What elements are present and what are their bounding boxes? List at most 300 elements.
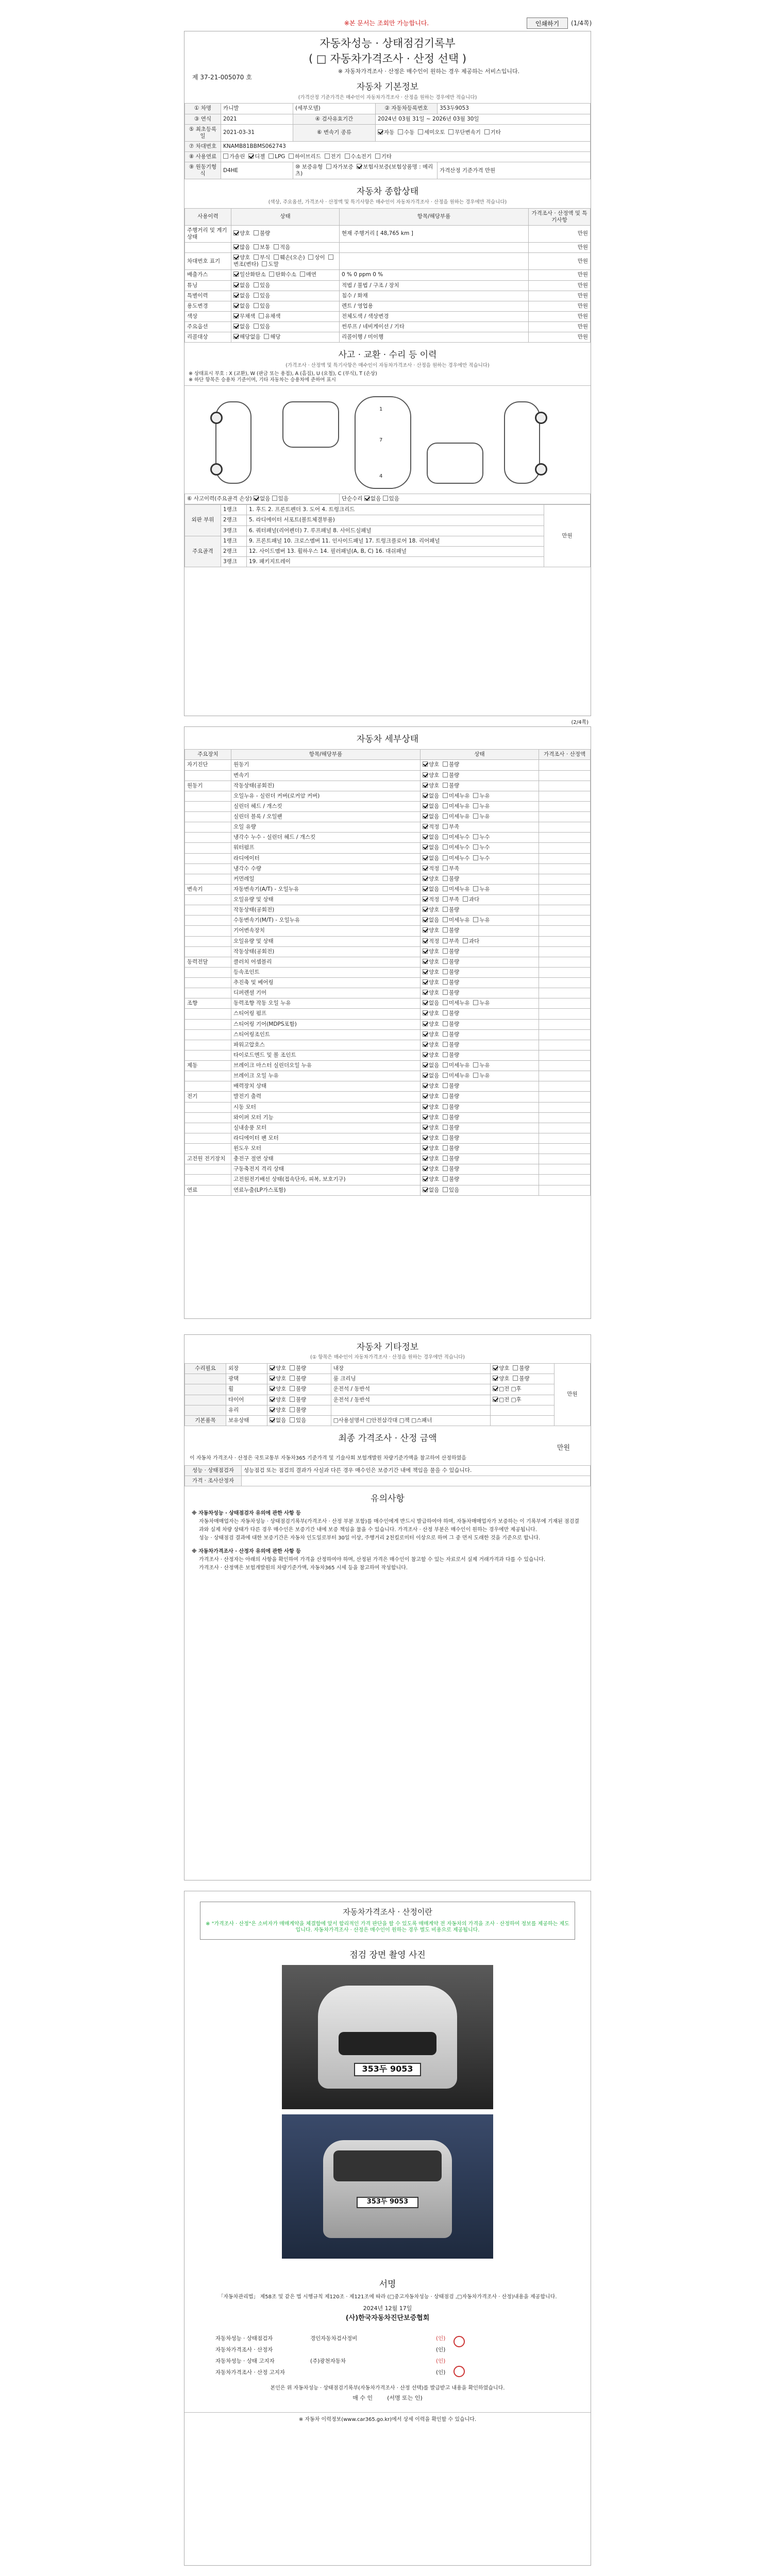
detail-41-opt-0-checkbox[interactable]: [423, 1187, 428, 1192]
detail-row-state: [421, 1019, 539, 1029]
detail-row-item: 기어변속장치: [231, 926, 421, 936]
summary-2-opt-1-checkbox[interactable]: [254, 255, 259, 260]
detail-3-opt-2-checkbox[interactable]: [473, 793, 478, 798]
trans-cvt-checkbox[interactable]: [448, 129, 453, 134]
detail-1-opt-0-checkbox[interactable]: [423, 772, 428, 777]
detail-22-opt-1-checkbox[interactable]: [443, 990, 448, 995]
other-b-2-opt-0-checkbox[interactable]: [493, 1386, 498, 1391]
detail-row-state: [421, 1185, 539, 1195]
final-title: 최종 가격조사 · 산정 금액: [338, 1433, 437, 1444]
detail-row-price: [539, 884, 591, 894]
detail-28-opt-0-checkbox[interactable]: [423, 1052, 428, 1057]
detail-41-opt-1-label: 있음: [448, 1187, 460, 1193]
detail-23-opt-1-checkbox[interactable]: [443, 1000, 448, 1005]
detail-0-opt-1-checkbox[interactable]: [443, 761, 448, 767]
detail-row: [185, 916, 591, 926]
summary-2-opt-5-checkbox[interactable]: [262, 261, 267, 266]
detail-9-opt-1-label: 미세누수: [448, 855, 470, 861]
detail-25-opt-0-checkbox[interactable]: [423, 1021, 428, 1026]
fuel-diesel-checkbox[interactable]: [248, 154, 254, 159]
detail-row: [185, 957, 591, 967]
sign-appraiser-stamp: (인): [436, 2346, 446, 2353]
detail-36-opt-1-checkbox[interactable]: [443, 1135, 448, 1140]
fuel-hybrid-checkbox[interactable]: [289, 154, 294, 159]
other-row-group: [185, 1395, 226, 1405]
other-row-group: 기본품목: [185, 1415, 226, 1426]
detail-row-price: [539, 1092, 591, 1102]
print-button[interactable]: 인쇄하기: [527, 18, 568, 29]
detail-24-opt-0-checkbox[interactable]: [423, 1010, 428, 1015]
detail-row-price: [539, 1154, 591, 1164]
detail-23-opt-2-checkbox[interactable]: [473, 1000, 478, 1005]
accident-yes-label: 있음: [278, 496, 289, 502]
summary-2-opt-4-checkbox[interactable]: [328, 255, 333, 260]
summary-3-opt-1-checkbox[interactable]: [269, 272, 274, 277]
other-a-4-opt-0-label: 양호: [276, 1406, 287, 1413]
other-a-4-opt-1-checkbox[interactable]: [290, 1407, 295, 1412]
trans-cvt-label: 무단변속기: [455, 129, 481, 136]
fuel-etc-label: 기타: [381, 154, 392, 160]
detail-11-opt-0-checkbox[interactable]: [423, 876, 428, 881]
detail-9-opt-2-checkbox[interactable]: [473, 855, 478, 860]
detail-row: [185, 1144, 591, 1154]
other-a-3-opt-1-checkbox[interactable]: [290, 1397, 295, 1402]
detail-14-opt-1-checkbox[interactable]: [443, 907, 448, 912]
summary-0-opt-1-checkbox[interactable]: [254, 230, 259, 235]
detail-row-item: 충전구 절연 상태: [231, 1154, 421, 1164]
detail-13-opt-2-checkbox[interactable]: [463, 896, 468, 902]
detail-5-opt-1-checkbox[interactable]: [443, 814, 448, 819]
detail-0-opt-1-label: 불량: [448, 761, 460, 768]
summary-0-opt-0-checkbox[interactable]: [233, 230, 239, 235]
summary-row-state: [231, 291, 340, 301]
detail-7-opt-0-checkbox[interactable]: [423, 834, 428, 839]
summary-1-opt-2-label: 적음: [279, 244, 291, 250]
detail-32-opt-1-checkbox[interactable]: [443, 1093, 448, 1098]
detail-12-opt-0-checkbox[interactable]: [423, 886, 428, 891]
other-a-5-opt-0-checkbox[interactable]: [270, 1417, 275, 1422]
detail-15-opt-2-checkbox[interactable]: [473, 917, 478, 922]
detail-12-opt-1-checkbox[interactable]: [443, 886, 448, 891]
summary-row-detail: 전체도색 / 색상변경: [340, 311, 529, 321]
summary-8-opt-1-label: 있음: [259, 324, 271, 330]
sign-notifier-label: 자동차성능 · 상태 고지자: [215, 2358, 275, 2364]
detail-35-opt-1-checkbox[interactable]: [443, 1125, 448, 1130]
detail-18-opt-1-checkbox[interactable]: [443, 948, 448, 954]
detail-34-opt-0-checkbox[interactable]: [423, 1114, 428, 1120]
trans-auto-label: 자동: [384, 129, 395, 136]
detail-29-opt-0-checkbox[interactable]: [423, 1062, 428, 1067]
cautions-heading-2: ※ 자동차가격조사 · 산정자 유의에 관한 사항 등: [192, 1549, 301, 1555]
detail-4-opt-0-checkbox[interactable]: [423, 803, 428, 808]
vin-value: KNAMB81BBMS062743: [221, 141, 591, 151]
summary-6-opt-1-label: 있음: [259, 302, 271, 309]
detail-8-opt-0-checkbox[interactable]: [423, 844, 428, 850]
detail-17-opt-2-checkbox[interactable]: [463, 938, 468, 943]
summary-2-opt-3-checkbox[interactable]: [308, 255, 313, 260]
detail-15-opt-1-checkbox[interactable]: [443, 917, 448, 922]
vehicle-diagram: [184, 385, 591, 494]
detail-row: [185, 936, 591, 946]
detail-row-price: [539, 1009, 591, 1019]
detail-33-opt-1-label: 불량: [448, 1104, 460, 1110]
detail-20-opt-0-label: 양호: [429, 969, 440, 975]
detail-29-opt-1-checkbox[interactable]: [443, 1062, 448, 1067]
detail-row-item: 브레이크 마스터 실린더오일 누유: [231, 1061, 421, 1071]
summary-1-opt-0-label: 많음: [240, 244, 250, 250]
detail-row: [185, 1061, 591, 1071]
summary-3-opt-2-checkbox[interactable]: [300, 272, 305, 277]
detail-39-opt-0-checkbox[interactable]: [423, 1166, 428, 1171]
summary-row-detail: 리콜이행 / 미이행: [340, 332, 529, 343]
frame-rank-1-parts: 9. 프론트패널 10. 크로스멤버 11. 인사이드패널 17. 트렁크플로어 18. 리어패널: [247, 536, 544, 546]
other-a-2-opt-0-label: 양호: [276, 1386, 287, 1393]
report-number: 제 37-21-005070 호: [192, 74, 252, 81]
trans-label: ⑥ 변속기 종류: [293, 124, 376, 141]
accident-row: [185, 494, 340, 504]
warranty-self-label: 자가보증: [332, 164, 354, 171]
detail-40-opt-0-checkbox[interactable]: [423, 1176, 428, 1181]
warranty-insurance-label: 보험사보증(보험상품명 : 메리츠): [295, 164, 433, 177]
summary-9-opt-1-checkbox[interactable]: [264, 334, 269, 339]
detail-15-opt-2-label: 누유: [479, 917, 490, 924]
detail-33-opt-1-checkbox[interactable]: [443, 1104, 448, 1109]
detail-row-item: 구동축전지 격리 상태: [231, 1164, 421, 1175]
accident-none-checkbox[interactable]: [254, 496, 259, 501]
detail-row: [185, 781, 591, 791]
detail-8-opt-1-checkbox[interactable]: [443, 844, 448, 850]
summary-row-detail: 적법 / 불법 / 구조 / 장치: [340, 280, 529, 291]
detail-31-opt-1-checkbox[interactable]: [443, 1083, 448, 1088]
detail-row-device: [185, 770, 231, 781]
detail-row-state: [421, 936, 539, 946]
detail-30-opt-2-checkbox[interactable]: [473, 1073, 478, 1078]
detail-18-opt-0-checkbox[interactable]: [423, 948, 428, 954]
other-table: [184, 1363, 591, 1426]
detail-26-opt-1-checkbox[interactable]: [443, 1031, 448, 1037]
summary-1-opt-2-checkbox[interactable]: [274, 244, 279, 249]
detail-29-opt-2-checkbox[interactable]: [473, 1062, 478, 1067]
detail-28-opt-1-checkbox[interactable]: [443, 1052, 448, 1057]
other-row: [185, 1405, 591, 1415]
detail-row-price: [539, 936, 591, 946]
summary-row-state: [231, 301, 340, 311]
repair-yes-checkbox[interactable]: [383, 496, 388, 501]
fuel-gasoline-checkbox[interactable]: [223, 154, 228, 159]
other-a-4-opt-0-checkbox[interactable]: [270, 1407, 275, 1412]
cautions-para-2: 성능 · 상태점검 결과에 대한 보증기간은 자동차 인도일로부터 30일 이상, 주행거리 2천킬로미터 이상으로 하며 그 중 먼저 도래한 것을 기준으로 합니다.: [199, 1535, 541, 1541]
summary-3-opt-2-label: 매연: [306, 272, 316, 278]
detail-13-opt-1-checkbox[interactable]: [443, 896, 448, 902]
detail-24-opt-1-checkbox[interactable]: [443, 1010, 448, 1015]
summary-8-opt-1-checkbox[interactable]: [254, 324, 259, 329]
other-b-1-opt-0-checkbox[interactable]: [493, 1376, 498, 1381]
summary-row-price: 만원: [529, 291, 591, 301]
detail-row: [185, 905, 591, 916]
detail-4-opt-2-checkbox[interactable]: [473, 803, 478, 808]
detail-row-state: [421, 1144, 539, 1154]
detail-30-opt-1-checkbox[interactable]: [443, 1073, 448, 1078]
detail-row-device: [185, 874, 231, 884]
detail-7-opt-1-checkbox[interactable]: [443, 834, 448, 839]
detail-row-item: 파워고압호스: [231, 1040, 421, 1050]
summary-2-opt-0-checkbox[interactable]: [233, 255, 239, 260]
other-a-0-opt-0-checkbox[interactable]: [270, 1365, 275, 1370]
part-trunk-marker: 4: [379, 473, 383, 480]
summary-5-opt-0-checkbox[interactable]: [233, 293, 239, 298]
detail-25-opt-1-checkbox[interactable]: [443, 1021, 448, 1026]
detail-8-opt-2-checkbox[interactable]: [473, 844, 478, 850]
warranty-insurance-checkbox[interactable]: [357, 164, 362, 169]
detail-3-opt-0-checkbox[interactable]: [423, 793, 428, 798]
detail-7-opt-2-checkbox[interactable]: [473, 834, 478, 839]
detail-1-opt-1-checkbox[interactable]: [443, 772, 448, 777]
summary-row: [185, 311, 591, 321]
trans-etc-checkbox[interactable]: [484, 129, 490, 134]
detail-row-price: [539, 1144, 591, 1154]
detail-row-device: [185, 853, 231, 863]
sign-org: (사)한국자동차진단보증협회: [345, 2314, 430, 2322]
detail-5-opt-0-checkbox[interactable]: [423, 814, 428, 819]
detail-row-state: [421, 1092, 539, 1102]
detail-37-opt-1-checkbox[interactable]: [443, 1145, 448, 1150]
detail-row: [185, 812, 591, 822]
other-a-2-opt-0-checkbox[interactable]: [270, 1386, 275, 1391]
other-b-3-opt-0-checkbox[interactable]: [493, 1397, 498, 1402]
detail-rows: [185, 760, 591, 1195]
other-a-0-opt-1-checkbox[interactable]: [290, 1365, 295, 1370]
detail-14-opt-0-label: 양호: [429, 907, 440, 913]
detail-31-opt-0-checkbox[interactable]: [423, 1083, 428, 1088]
detail-33-opt-0-label: 양호: [429, 1104, 440, 1110]
detail-row: [185, 874, 591, 884]
detail-14-opt-0-checkbox[interactable]: [423, 907, 428, 912]
summary-row-label: 주행거리 및 계기상태: [185, 225, 231, 242]
warranty-self-checkbox[interactable]: [326, 164, 331, 169]
summary-6-opt-0-checkbox[interactable]: [233, 303, 239, 308]
detail-16-opt-1-checkbox[interactable]: [443, 927, 448, 933]
detail-32-opt-1-label: 불량: [448, 1093, 460, 1100]
page-2: [184, 720, 591, 1319]
summary-row-label: 특별이력: [185, 291, 231, 301]
detail-11-opt-1-checkbox[interactable]: [443, 876, 448, 881]
detail-6-opt-1-checkbox[interactable]: [443, 824, 448, 829]
detail-37-opt-0-checkbox[interactable]: [423, 1145, 428, 1150]
fuel-etc-checkbox[interactable]: [375, 154, 380, 159]
detail-6-opt-0-checkbox[interactable]: [423, 824, 428, 829]
detail-19-opt-0-checkbox[interactable]: [423, 959, 428, 964]
detail-row-state: [421, 1133, 539, 1143]
summary-3-opt-0-checkbox[interactable]: [233, 272, 239, 277]
summary-2-opt-2-checkbox[interactable]: [274, 255, 279, 260]
sign-inspector-label: 자동차성능 · 상태점검자: [215, 2335, 273, 2342]
summary-4-opt-1-checkbox[interactable]: [254, 282, 259, 287]
detail-row-item: 라디에이터 팬 모터: [231, 1133, 421, 1143]
sign-notifier-stamp: (인): [436, 2358, 446, 2364]
detail-10-opt-1-checkbox[interactable]: [443, 866, 448, 871]
fuel-hydrogen-checkbox[interactable]: [345, 154, 350, 159]
summary-6-opt-1-checkbox[interactable]: [254, 303, 259, 308]
detail-row-item: 워터펌프: [231, 843, 421, 853]
other-b-2-opt-0-label: □전 □후: [499, 1386, 522, 1393]
detail-41-opt-1-checkbox[interactable]: [443, 1187, 448, 1192]
detail-27-opt-1-checkbox[interactable]: [443, 1042, 448, 1047]
trans-auto-checkbox[interactable]: [378, 129, 383, 134]
other-row-b-state: [491, 1405, 554, 1415]
summary-1-opt-0-checkbox[interactable]: [233, 244, 239, 249]
car-grille: [339, 2032, 436, 2055]
summary-7-opt-1-checkbox[interactable]: [259, 313, 264, 318]
summary-5-opt-1-checkbox[interactable]: [254, 293, 259, 298]
fuel-lpg-checkbox[interactable]: [268, 154, 274, 159]
inspection-photo-rear: [282, 2114, 493, 2259]
detail-row-item: 오일누유 - 실린더 커버(로커암 커버): [231, 791, 421, 801]
repair-none-checkbox[interactable]: [364, 496, 369, 501]
detail-21-opt-1-checkbox[interactable]: [443, 979, 448, 985]
detail-15-opt-0-checkbox[interactable]: [423, 917, 428, 922]
detail-20-opt-1-checkbox[interactable]: [443, 969, 448, 974]
detail-20-opt-0-checkbox[interactable]: [423, 969, 428, 974]
detail-40-opt-1-checkbox[interactable]: [443, 1176, 448, 1181]
detail-38-opt-0-checkbox[interactable]: [423, 1156, 428, 1161]
detail-5-opt-2-checkbox[interactable]: [473, 814, 478, 819]
cautions-title: 유의사항: [371, 1494, 405, 1504]
detail-16-opt-0-checkbox[interactable]: [423, 927, 428, 933]
detail-27-opt-0-label: 양호: [429, 1041, 440, 1048]
detail-col-state: 상태: [421, 750, 539, 760]
summary-7-opt-0-checkbox[interactable]: [233, 313, 239, 318]
detail-row-state: [421, 1123, 539, 1133]
detail-row-item: 작동상태(공회전): [231, 905, 421, 916]
final-amount: 만원: [557, 1444, 570, 1452]
detail-row-device: [185, 946, 231, 957]
detail-row: [185, 988, 591, 998]
detail-2-opt-0-checkbox[interactable]: [423, 783, 428, 788]
detail-35-opt-0-checkbox[interactable]: [423, 1125, 428, 1130]
buyer-sign: (서명 또는 인): [387, 2395, 423, 2402]
summary-2-opt-5-label: 도말: [268, 261, 279, 268]
other-row-a-state: [267, 1395, 331, 1405]
other-b-0-opt-0-checkbox[interactable]: [493, 1365, 498, 1370]
sign-receive: 본인은 위 자동차성능 · 상태점검기록부(자동차가격조사 · 산정 선택)를 발급받고 내용을 확인하였습니다.: [270, 2385, 505, 2391]
trans-manual-checkbox[interactable]: [398, 129, 403, 134]
detail-27-opt-0-checkbox[interactable]: [423, 1042, 428, 1047]
detail-row-item: 스티어링조인트: [231, 1029, 421, 1040]
detail-4-opt-1-checkbox[interactable]: [443, 803, 448, 808]
detail-row-price: [539, 822, 591, 833]
warranty-options: [293, 162, 438, 179]
report-subtitle: ( □ 자동차가격조사 · 산정 선택 ): [308, 53, 467, 65]
detail-23-opt-0-checkbox[interactable]: [423, 1000, 428, 1005]
page-2-number: (2/4쪽): [571, 720, 589, 725]
detail-13-opt-0-checkbox[interactable]: [423, 896, 428, 902]
other-row: [185, 1364, 591, 1374]
detail-17-opt-1-checkbox[interactable]: [443, 938, 448, 943]
other-a-1-opt-0-checkbox[interactable]: [270, 1376, 275, 1381]
agency-box: [200, 1902, 575, 1940]
detail-12-opt-2-checkbox[interactable]: [473, 886, 478, 891]
detail-3-opt-1-checkbox[interactable]: [443, 793, 448, 798]
detail-9-opt-1-checkbox[interactable]: [443, 855, 448, 860]
other-b-1-opt-1-checkbox[interactable]: [513, 1376, 518, 1381]
detail-row-price: [539, 863, 591, 874]
detail-36-opt-0-checkbox[interactable]: [423, 1135, 428, 1140]
car-right-side-outline: [504, 401, 540, 484]
other-a-3-opt-1-label: 불량: [295, 1396, 307, 1403]
frame-rank-1: 1랭크: [221, 536, 247, 546]
detail-row-state: [421, 791, 539, 801]
summary-8-opt-0-checkbox[interactable]: [233, 324, 239, 329]
other-row-group: 수리필요: [185, 1364, 226, 1374]
detail-row: [185, 926, 591, 936]
detail-19-opt-1-checkbox[interactable]: [443, 959, 448, 964]
detail-21-opt-0-checkbox[interactable]: [423, 979, 428, 985]
summary-row-detail: 렌트 / 영업용: [340, 301, 529, 311]
other-row-b: 내장: [331, 1364, 490, 1374]
detail-39-opt-1-checkbox[interactable]: [443, 1166, 448, 1171]
detail-32-opt-0-checkbox[interactable]: [423, 1093, 428, 1098]
fuel-electric-checkbox[interactable]: [325, 154, 330, 159]
detail-33-opt-0-checkbox[interactable]: [423, 1104, 428, 1109]
detail-17-opt-1-label: 부족: [448, 938, 460, 944]
detail-11-opt-0-label: 양호: [429, 875, 440, 882]
detail-2-opt-0-label: 양호: [429, 782, 440, 789]
detail-23-opt-1-label: 미세누유: [448, 1000, 470, 1007]
summary-row-detail: [340, 243, 529, 253]
detail-row-item: 라디에이터: [231, 853, 421, 863]
summary-row-label: 색상: [185, 311, 231, 321]
detail-38-opt-1-checkbox[interactable]: [443, 1156, 448, 1161]
detail-2-opt-1-checkbox[interactable]: [443, 783, 448, 788]
detail-0-opt-0-checkbox[interactable]: [423, 761, 428, 767]
summary-1-opt-1-checkbox[interactable]: [254, 244, 259, 249]
other-a-2-opt-1-checkbox[interactable]: [290, 1386, 295, 1391]
detail-row-item: 오일유량 및 상태: [231, 895, 421, 905]
detail-20-opt-1-label: 불량: [448, 969, 460, 975]
buyer-label: 매 수 인: [352, 2395, 373, 2402]
detail-34-opt-1-checkbox[interactable]: [443, 1114, 448, 1120]
detail-10-opt-0-checkbox[interactable]: [423, 866, 428, 871]
trans-options: [376, 124, 591, 141]
trans-semi-checkbox[interactable]: [418, 129, 423, 134]
summary-9-opt-0-checkbox[interactable]: [233, 334, 239, 339]
detail-22-opt-1-label: 불량: [448, 990, 460, 996]
detail-row-device: 고전원 전기장치: [185, 1154, 231, 1164]
other-a-0-opt-0-label: 양호: [276, 1365, 287, 1372]
accident-yes-checkbox[interactable]: [272, 496, 277, 501]
other-b-0-opt-1-checkbox[interactable]: [513, 1365, 518, 1370]
detail-30-opt-0-checkbox[interactable]: [423, 1073, 428, 1078]
other-row-b: 운전석 / 동반석: [331, 1384, 490, 1395]
other-a-5-opt-0-label: 없음: [276, 1417, 287, 1423]
summary-4-opt-0-checkbox[interactable]: [233, 282, 239, 287]
detail-col-device: 주요장치: [185, 750, 231, 760]
other-a-5-opt-1-checkbox[interactable]: [290, 1417, 295, 1422]
detail-row-price: [539, 833, 591, 843]
outer-rank-2-parts: 5. 라디에이터 서포트(볼트체결부품): [247, 515, 544, 526]
detail-9-opt-0-checkbox[interactable]: [423, 855, 428, 860]
detail-26-opt-0-checkbox[interactable]: [423, 1031, 428, 1037]
detail-row-device: [185, 812, 231, 822]
detail-row-device: 연료: [185, 1185, 231, 1195]
detail-17-opt-0-checkbox[interactable]: [423, 938, 428, 943]
detail-row-state: [421, 978, 539, 988]
other-a-3-opt-0-checkbox[interactable]: [270, 1397, 275, 1402]
cautions-para-4: 가격조사 · 산정액은 보험개발원의 차량기준가액, 자동차365 시세 등을 참고하여 작성합니다.: [199, 1565, 408, 1571]
other-a-1-opt-1-checkbox[interactable]: [290, 1376, 295, 1381]
sign-block: [215, 2333, 560, 2378]
detail-22-opt-0-checkbox[interactable]: [423, 990, 428, 995]
